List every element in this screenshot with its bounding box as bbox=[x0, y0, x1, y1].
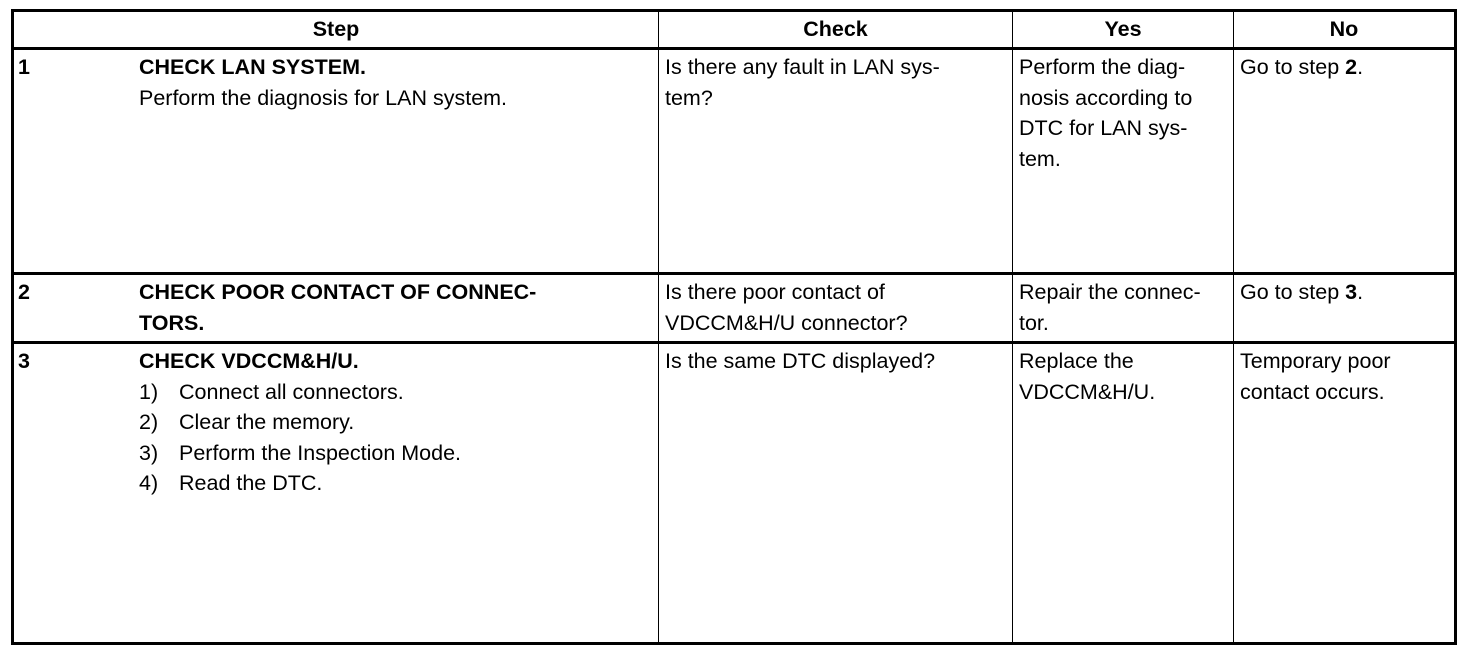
substep-number: 1) bbox=[139, 379, 159, 404]
table-row bbox=[13, 343, 1456, 644]
header-yes: Yes bbox=[1013, 11, 1234, 49]
check-text-line: Is there any fault in LAN sys- bbox=[665, 55, 940, 79]
no-text-suffix: . bbox=[1357, 55, 1364, 79]
substep-text: Clear the memory. bbox=[179, 410, 355, 434]
table-header-row bbox=[13, 11, 1456, 49]
yes-text-line: tem. bbox=[1019, 146, 1061, 171]
yes-cell bbox=[1013, 343, 1234, 644]
check-text-line: VDCCM&H/U connector? bbox=[665, 310, 908, 335]
header-check: Check bbox=[659, 11, 1013, 49]
check-cell bbox=[659, 274, 1013, 343]
check-cell bbox=[659, 343, 1013, 644]
step-number: 3 bbox=[18, 349, 30, 373]
yes-cell bbox=[1013, 49, 1234, 274]
step-cell bbox=[13, 343, 659, 644]
step-title-line: CHECK POOR CONTACT OF CONNEC- bbox=[139, 280, 537, 304]
substep-text: Perform the Inspection Mode. bbox=[179, 440, 462, 465]
yes-text-line: Repair the connec- bbox=[1019, 280, 1201, 304]
substep-number: 3) bbox=[139, 440, 159, 465]
yes-text-line: VDCCM&H/U. bbox=[1019, 379, 1156, 404]
step-title: CHECK LAN SYSTEM. bbox=[139, 55, 366, 79]
no-text-line: Temporary poor bbox=[1240, 349, 1391, 373]
list-item bbox=[139, 377, 654, 408]
step-title: CHECK VDCCM&H/U. bbox=[139, 349, 359, 373]
step-title-line: TORS. bbox=[139, 310, 205, 335]
yes-text-line: tor. bbox=[1019, 310, 1049, 335]
no-text-suffix: . bbox=[1357, 280, 1364, 304]
check-cell bbox=[659, 49, 1013, 274]
list-item bbox=[139, 407, 654, 438]
yes-text-line: Replace the bbox=[1019, 349, 1134, 373]
check-text-line: Is the same DTC displayed? bbox=[665, 349, 936, 373]
step-title bbox=[139, 277, 654, 338]
substep-list bbox=[139, 377, 654, 499]
step-number: 1 bbox=[18, 55, 30, 79]
go-to-step-number: 3 bbox=[1345, 280, 1358, 304]
step-description: Perform the diagnosis for LAN system. bbox=[139, 85, 508, 110]
diagnosis-table bbox=[11, 9, 1457, 645]
no-text-line: contact occurs. bbox=[1240, 379, 1385, 404]
yes-text-line: DTC for LAN sys- bbox=[1019, 116, 1188, 140]
substep-text: Read the DTC. bbox=[179, 471, 323, 495]
no-cell bbox=[1234, 274, 1456, 343]
substep-number: 4) bbox=[139, 471, 159, 495]
header-no: No bbox=[1234, 11, 1456, 49]
substep-number: 2) bbox=[139, 410, 159, 434]
step-cell bbox=[13, 274, 659, 343]
yes-text-line: nosis according to bbox=[1019, 85, 1193, 110]
list-item bbox=[139, 438, 654, 469]
go-to-step-number: 2 bbox=[1345, 55, 1358, 79]
yes-cell bbox=[1013, 274, 1234, 343]
yes-text-line: Perform the diag- bbox=[1019, 55, 1186, 79]
no-cell bbox=[1234, 49, 1456, 274]
substep-text: Connect all connectors. bbox=[179, 379, 404, 404]
no-text: Go to step bbox=[1240, 55, 1346, 79]
step-number: 2 bbox=[18, 280, 30, 304]
table-row bbox=[13, 49, 1456, 274]
no-cell bbox=[1234, 343, 1456, 644]
list-item bbox=[139, 468, 654, 499]
step-cell bbox=[13, 49, 659, 274]
no-text: Go to step bbox=[1240, 280, 1346, 304]
check-text-line: tem? bbox=[665, 85, 713, 110]
header-step: Step bbox=[13, 11, 659, 49]
table-row bbox=[13, 274, 1456, 343]
check-text-line: Is there poor contact of bbox=[665, 280, 885, 304]
